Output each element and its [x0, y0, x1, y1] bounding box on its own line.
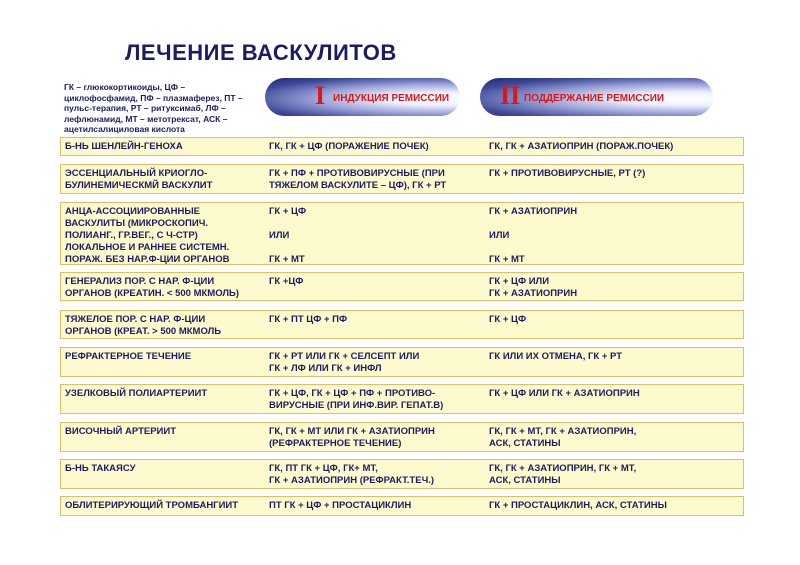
cell-line: ТЯЖЕЛОМ ВАСКУЛИТЕ – ЦФ), ГК + РТ — [269, 180, 447, 191]
table-row — [60, 384, 744, 414]
cell-line: ГК + ЦФ ИЛИ — [489, 276, 550, 287]
maintenance-header — [480, 78, 713, 116]
table-row — [60, 422, 744, 452]
cell-line: РЕФРАКТЕРНОЕ ТЕЧЕНИЕ — [65, 351, 192, 362]
legend-line: лефлюнамид, МТ – метотрексат, АСК – — [64, 113, 228, 124]
maintenance-cell — [489, 168, 645, 180]
cell-line: ПОРАЖ. БЕЗ НАР.Ф-ЦИИ ОРГАНОВ — [65, 254, 230, 265]
induction-cell — [269, 206, 306, 266]
condition-cell — [65, 276, 239, 300]
cell-line: ГК +ЦФ — [269, 276, 304, 287]
cell-line: ЭССЕНЦИАЛЬНЫЙ КРИОГЛО- — [65, 168, 208, 179]
induction-header — [265, 78, 460, 116]
cell-line: ПТ ГК + ЦФ + ПРОСТАЦИКЛИН — [269, 500, 412, 511]
cell-line: ВИРУСНЫЕ (ПРИ ИНФ.ВИР. ГЕПАТ.В) — [269, 400, 444, 411]
cell-line: АНЦА-АССОЦИИРОВАННЫЕ — [65, 206, 200, 217]
condition-cell — [65, 388, 207, 400]
maintenance-cell — [489, 141, 673, 153]
cell-line: ОРГАНОВ (КРЕАТИН. < 500 МКМОЛЬ) — [65, 288, 240, 299]
cell-line: Б-НЬ ШЕНЛЕЙН-ГЕНОХА — [65, 141, 183, 152]
condition-cell — [65, 500, 238, 512]
maintenance-cell — [489, 276, 577, 300]
condition-cell — [65, 168, 212, 192]
table-row — [60, 347, 744, 377]
cell-line: ТЯЖЕЛОЕ ПОР. С НАР. Ф-ЦИИ — [65, 314, 206, 325]
cell-line: (РЕФРАКТЕРНОЕ ТЕЧЕНИЕ) — [269, 438, 402, 449]
cell-line: ГК ИЛИ ИХ ОТМЕНА, ГК + РТ — [489, 351, 623, 362]
cell-line: БУЛИНЕМИЧЕСКМЙ ВАСКУЛИТ — [65, 180, 213, 191]
cell-line: ОБЛИТЕРИРУЮЩИЙ ТРОМБАНГИИТ — [65, 500, 239, 511]
cell-line — [489, 242, 577, 254]
condition-cell — [65, 426, 176, 438]
maintenance-cell — [489, 426, 636, 450]
cell-line: ГК, ПТ ГК + ЦФ, ГК+ МТ, — [269, 463, 378, 474]
cell-line — [269, 218, 306, 230]
induction-cell — [269, 168, 446, 192]
cell-line: АСК, СТАТИНЫ — [489, 438, 561, 449]
table-row — [60, 137, 744, 156]
table-row — [60, 272, 744, 301]
cell-line: ГК, ГК + АЗАТИОПРИН (ПОРАЖ.ПОЧЕК) — [489, 141, 674, 152]
table-row — [60, 496, 744, 516]
legend-line: циклофосфамид, ПФ – плазмаферез, ПТ – — [64, 92, 243, 103]
maintenance-cell — [489, 463, 636, 487]
cell-line: ГК, ГК + АЗАТИОПРИН, ГК + МТ, — [489, 463, 637, 474]
table-row — [60, 202, 744, 265]
maintenance-cell — [489, 314, 526, 326]
cell-line: ПОЛИАНГ., ГР.ВЕГ., С Ч-СТР) — [65, 230, 198, 241]
table-row — [60, 164, 744, 194]
cell-line: ИЛИ — [269, 230, 290, 241]
cell-line: ГК, ГК + МТ ИЛИ ГК + АЗАТИОПРИН — [269, 426, 435, 437]
maintenance-cell — [489, 206, 577, 266]
legend-line: ГК – глюкокортикоиды, ЦФ – — [64, 82, 186, 92]
cell-line: АСК, СТАТИНЫ — [489, 475, 561, 486]
cell-line: ГК, ГК + МТ, ГК + АЗАТИОПРИН, — [489, 426, 637, 437]
maintenance-cell — [489, 351, 622, 363]
cell-line: ГК, ГК + ЦФ (ПОРАЖЕНИЕ ПОЧЕК) — [269, 141, 429, 152]
condition-cell — [65, 206, 229, 266]
condition-cell — [65, 463, 136, 475]
legend-line: ацетилсалициловая кислота — [64, 124, 185, 134]
cell-line: ГК + ПФ + ПРОТИВОВИРУСНЫЕ (ПРИ — [269, 168, 445, 179]
induction-cell — [269, 388, 443, 412]
condition-cell — [65, 351, 191, 363]
induction-cell — [269, 276, 303, 288]
cell-line: ГК + ЦФ — [489, 314, 527, 325]
cell-line: ГЕНЕРАЛИЗ ПОР. С НАР. Ф-ЦИИ — [65, 276, 215, 287]
table-row — [60, 310, 744, 339]
cell-line: ВИСОЧНЫЙ АРТЕРИИТ — [65, 426, 177, 437]
cell-line: ГК + МТ — [489, 254, 525, 265]
induction-cell — [269, 426, 435, 450]
cell-line: УЗЕЛКОВЫЙ ПОЛИАРТЕРИИТ — [65, 388, 208, 399]
cell-line: ГК + АЗАТИОПРИН — [489, 206, 578, 217]
cell-line: ГК + ПРОТИВОВИРУСНЫЕ, РТ (?) — [489, 168, 646, 179]
cell-line: ГК + ПТ ЦФ + ПФ — [269, 314, 348, 325]
induction-cell — [269, 463, 434, 487]
maintenance-numeral: II — [500, 81, 521, 110]
induction-cell — [269, 314, 347, 326]
cell-line: ГК + ЦФ — [269, 206, 307, 217]
cell-line: ГК + ЛФ ИЛИ ГК + ИНФЛ — [269, 363, 382, 374]
cell-line: ГК + РТ ИЛИ ГК + СЕЛСЕПТ ИЛИ — [269, 351, 420, 362]
cell-line — [489, 218, 577, 230]
cell-line: ГК + ПРОСТАЦИКЛИН, АСК, СТАТИНЫ — [489, 500, 667, 511]
induction-numeral: I — [315, 81, 326, 110]
cell-line: ИЛИ — [489, 230, 510, 241]
cell-line: Б-НЬ ТАКАЯСУ — [65, 463, 136, 474]
cell-line: ГК + ЦФ, ГК + ЦФ + ПФ + ПРОТИВО- — [269, 388, 436, 399]
cell-line: ГК + АЗАТИОПРИН (РЕФРАКТ.ТЕЧ.) — [269, 475, 435, 486]
condition-cell — [65, 141, 183, 153]
induction-cell — [269, 141, 429, 153]
legend-line: пульс-терапия, РТ – ритуксимаб, ЛФ – — [64, 103, 226, 113]
cell-line: ГК + МТ — [269, 254, 305, 265]
cell-line — [269, 242, 306, 254]
abbreviation-legend — [64, 82, 269, 135]
induction-cell — [269, 351, 419, 375]
cell-line: ГК + АЗАТИОПРИН — [489, 288, 578, 299]
cell-line: ЛОКАЛЬНОЕ И РАННЕЕ СИСТЕМН. — [65, 242, 230, 253]
cell-line: ГК + ЦФ ИЛИ ГК + АЗАТИОПРИН — [489, 388, 640, 399]
maintenance-label: ПОДДЕРЖАНИЕ РЕМИССИИ — [524, 93, 665, 104]
table-row — [60, 459, 744, 489]
maintenance-cell — [489, 388, 640, 400]
induction-label: ИНДУКЦИЯ РЕМИССИИ — [333, 93, 450, 104]
induction-cell — [269, 500, 411, 512]
cell-line: ОРГАНОВ (КРЕАТ. > 500 МКМОЛЬ — [65, 326, 222, 337]
cell-line: ВАСКУЛИТЫ (МИКРОСКОПИЧ. — [65, 218, 209, 229]
condition-cell — [65, 314, 221, 338]
maintenance-cell — [489, 500, 667, 512]
page-title: ЛЕЧЕНИЕ ВАСКУЛИТОВ — [125, 40, 397, 65]
